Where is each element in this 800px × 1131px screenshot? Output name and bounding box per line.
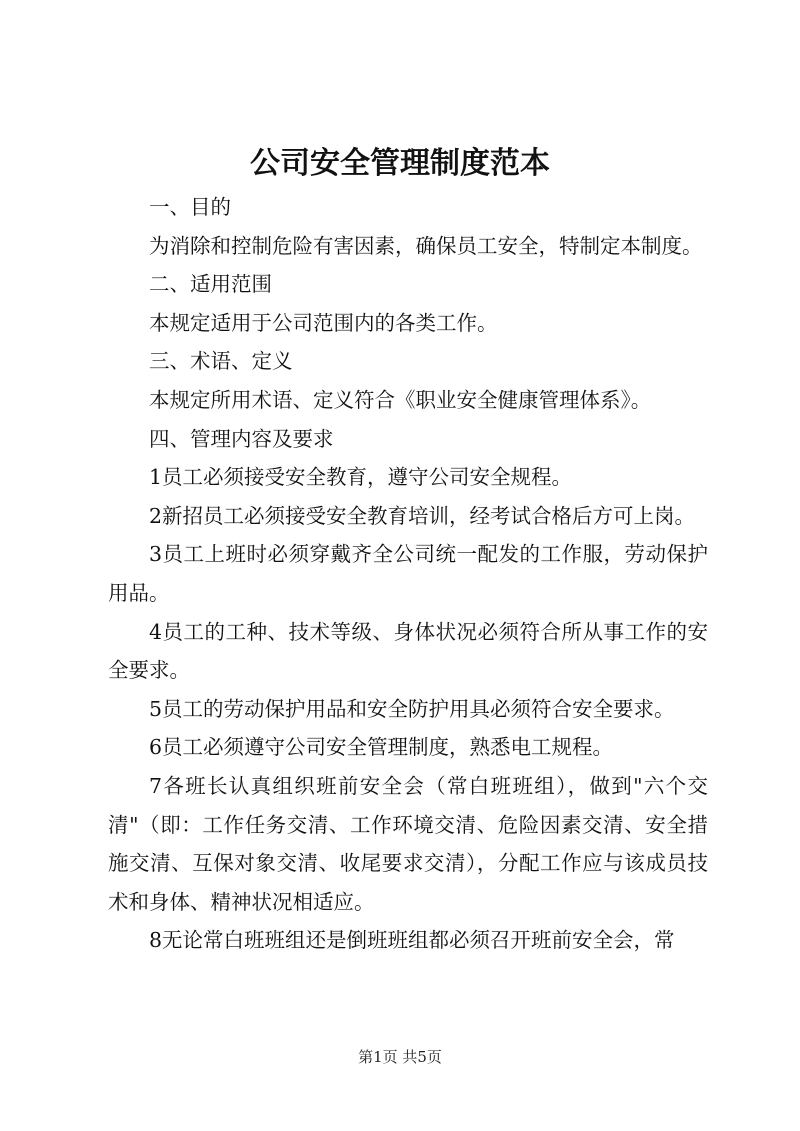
section-heading: 四、管理内容及要求: [149, 426, 334, 451]
document-title: 公司安全管理制度范本: [250, 146, 550, 181]
list-item: 2新招员工必须接受安全教育培训，经考试合格后方可上岗。: [149, 503, 696, 528]
section-heading: 三、术语、定义: [149, 349, 293, 374]
section-heading: 二、适用范围: [149, 272, 272, 297]
list-item: 7各班长认真组织班前安全会（常白班班组），做到"六个交清"（即：工作任务交清、工作环境交清、危险因素交清、安全措施交清、互保对象交清、收尾要求交清），分配工作应与该成员技术和身体、精神状况相适应。: [108, 773, 708, 914]
list-item: 8无论常白班班组还是倒班班组都必须召开班前安全会，常: [149, 928, 675, 953]
paragraph: 本规定适用于公司范围内的各类工作。: [149, 310, 498, 335]
list-item: 4员工的工种、技术等级、身体状况必须符合所从事工作的安全要求。: [108, 619, 708, 683]
paragraph: 为消除和控制危险有害因素，确保员工安全，特制定本制度。: [149, 233, 703, 258]
list-item: 5员工的劳动保护用品和安全防护用具必须符合安全要求。: [149, 696, 675, 721]
section-heading: 一、目的: [149, 195, 231, 219]
list-item: 6员工必须遵守公司安全管理制度，熟悉电工规程。: [149, 735, 614, 760]
page-footer: 第1页 共5页: [358, 1048, 442, 1066]
list-item: 1员工必须接受安全教育，遵守公司安全规程。: [149, 465, 573, 490]
list-item: 3员工上班时必须穿戴齐全公司统一配发的工作服，劳动保护用品。: [108, 542, 708, 605]
document-body: [108, 188, 708, 960]
paragraph: 本规定所用术语、定义符合《职业安全健康管理体系》。: [149, 387, 652, 412]
